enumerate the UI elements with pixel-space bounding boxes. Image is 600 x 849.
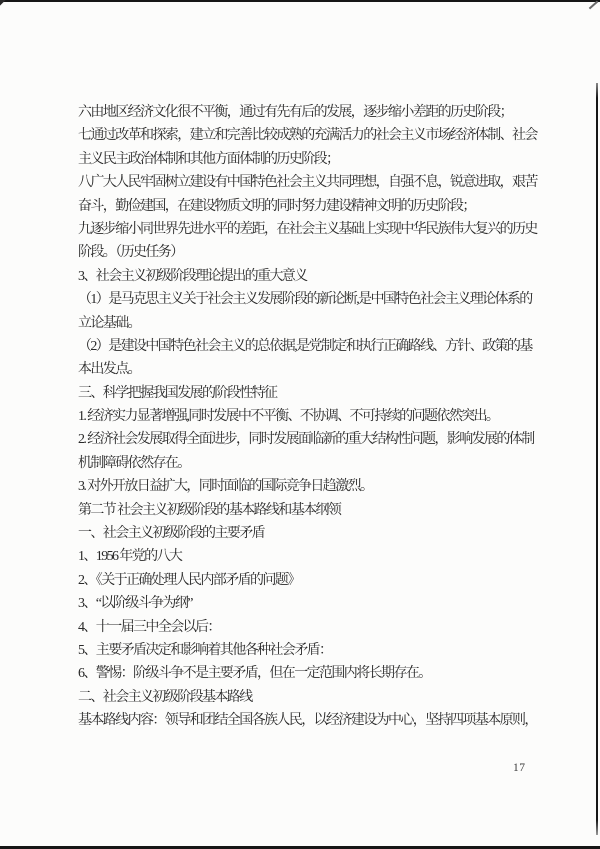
text-line-heading: 一、社会主义初级阶段的主要矛盾 — [78, 526, 264, 542]
scan-edge-top — [0, 0, 600, 2]
text-line: 3. 对外开放日益扩大，同时面临的国际竞争日趋激烈。 — [78, 479, 373, 495]
text-line: （2）是建设中国特色社会主义的总依据,是党制定和执行正确路线、方针、政策的基 — [78, 338, 532, 354]
text-line-heading: 二、社会主义初级阶段基本路线 — [78, 689, 252, 705]
scan-edge-right — [596, 83, 598, 835]
text-line: 3、“以阶级斗争为纲” — [78, 596, 192, 612]
text-line: 4、十一届三中全会以后： — [78, 619, 220, 635]
text-line: 基本路线内容：领导和团结全国各族人民，以经济建设为中心，坚持四项基本原则， — [78, 713, 537, 729]
text-line: （1）是马克思主义关于社会主义发展阶段的新论断,是中国特色社会主义理论体系的 — [78, 292, 532, 308]
text-line: 1. 经济实力显著增强,同时发展中不平衡、不协调、不可持续的问题依然突出。 — [78, 409, 499, 425]
text-line: 6、警惕：阶级斗争不是主要矛盾，但在一定范围内将长期存在。 — [78, 666, 431, 682]
text-line: 阶段。（历史任务） — [78, 245, 183, 261]
text-line: 奋斗，勤俭建国，在建设物质文明的同时努力建设精神文明的历史阶段； — [78, 198, 475, 214]
text-line: 六由地区经济文化很不平衡，通过有先有后的发展，逐步缩小差距的历史阶段； — [78, 105, 512, 120]
text-line: 2、《关于正确处理人民内部矛盾的问题》 — [78, 572, 300, 588]
text-line: 九逐步缩小同世界先进水平的差距，在社会主义基础上实现中华民族伟大复兴的历史 — [78, 221, 537, 237]
document-text — [78, 101, 556, 733]
page-number: 17 — [513, 762, 526, 774]
text-line: 八广大人民牢固树立建设有中国特色社会主义共同理想，自强不息，锐意进取，艰苦 — [78, 175, 537, 191]
text-line: 本出发点。 — [78, 362, 140, 378]
corner-mark-top-left — [0, 0, 6, 6]
text-line: 5、主要矛盾决定和影响着其他各种社会矛盾： — [78, 642, 332, 658]
text-line: 机制障碍依然存在。 — [78, 455, 190, 471]
text-line-heading: 三、科学把握我国发展的阶段性特征 — [78, 385, 277, 401]
text-line: 2. 经济社会发展取得全面进步，同时发展面临新的重大结构性问题，影响发展的体制 — [78, 432, 534, 448]
text-line: 1、1956 年党的八大 — [78, 549, 182, 565]
text-line: 七通过改革和探索，建立和完善比较成熟的充满活力的社会主义市场经济体制、社会 — [78, 128, 537, 144]
text-line: 主义民主政治体制和其他方面体制的历史阶段； — [78, 151, 339, 167]
text-line-heading: 第二节 社会主义初级阶段的基本路线和基本纲领 — [78, 502, 341, 518]
text-line-heading: 3、社会主义初级阶段理论提出的重大意义 — [78, 268, 307, 284]
text-line: 立论基础。 — [78, 315, 140, 331]
